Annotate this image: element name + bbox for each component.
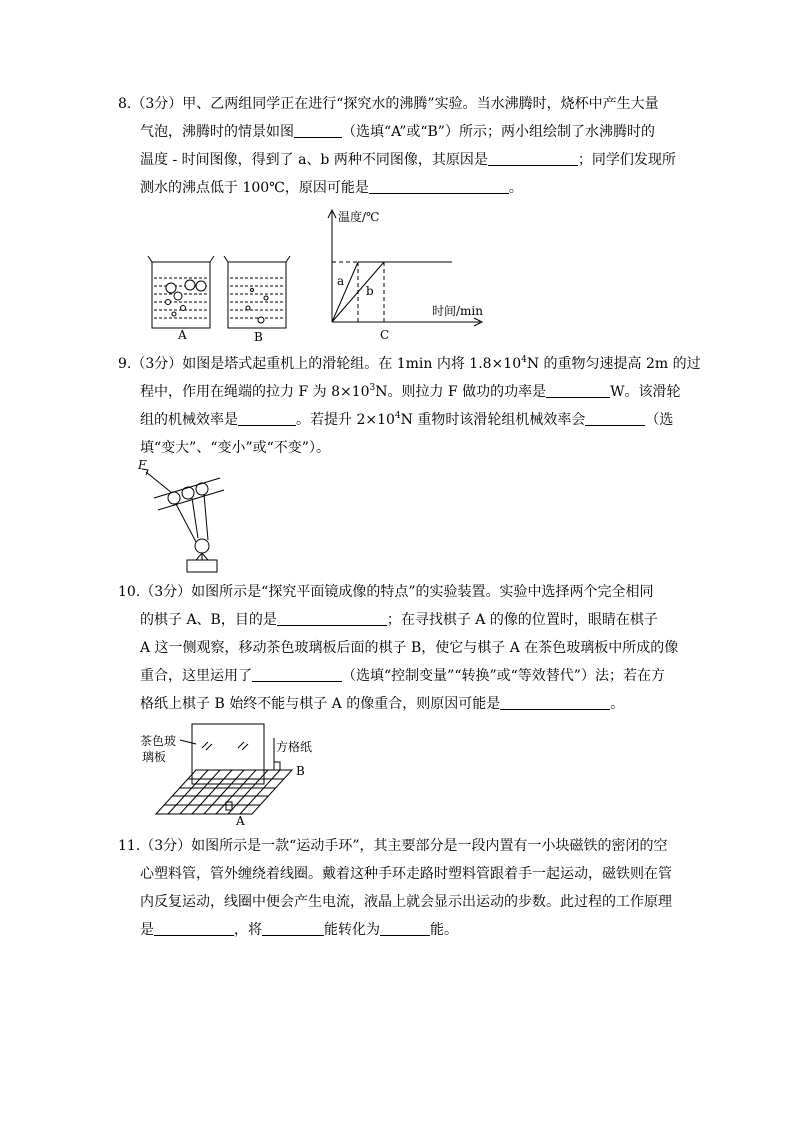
- q9-line-4: 填“变大”、“变小”或“不变”）。: [140, 440, 330, 456]
- q11-line-2: 心塑料管，管外缠绕着线圈。戴着这种手环走路时塑料管跟着手一起运动，磁铁则在管: [140, 866, 672, 882]
- q9-line-1: 9.（3分）如图是塔式起重机上的滑轮组。在 1min 内将 $1.8\times 10^4N$ 的重物匀速提高 2m 的过: [118, 355, 701, 372]
- beaker-b-label: B: [254, 330, 263, 344]
- q8-beaker-figure: [138, 248, 298, 346]
- answer-blank[interactable]: [154, 919, 234, 936]
- q8-graph-figure: [322, 206, 492, 346]
- beaker-a-label: A: [178, 328, 187, 342]
- glass-label-1: 茶色玻: [140, 734, 177, 748]
- q8-line-3: 温度 - 时间图像，得到了 a、b 两种不同图像，其原因是 ；同学们发现所: [118, 146, 678, 174]
- q11-line-4: 是 ，将 能转化为 能。: [118, 916, 678, 944]
- q8-line-1: 8.（3分）甲、乙两组同学正在进行“探究水的沸腾”实验。当水沸腾时，烧杯中产生大量: [118, 96, 659, 112]
- q8-line-2: 气泡，沸腾时的情景如图 （选填“A”或“B”）所示；两小组绘制了水沸腾时的: [118, 118, 678, 146]
- q10-line-4: 重合，这里运用了 （选填“控制变量”“转换”或“等效替代”）法；若在方: [118, 662, 678, 690]
- answer-blank[interactable]: [546, 381, 610, 398]
- q9-pulley-figure: [136, 460, 236, 578]
- graph-line-a-label: a: [337, 274, 345, 288]
- answer-blank[interactable]: [238, 409, 296, 426]
- answer-blank[interactable]: [380, 919, 430, 936]
- answer-blank[interactable]: [277, 609, 387, 626]
- graph-tick-c-label: C: [380, 328, 390, 342]
- q8-line-4: 测水的沸点低于 100℃，原因可能是 。: [118, 174, 678, 202]
- question-8: [118, 90, 678, 202]
- force-label: F: [138, 458, 147, 472]
- answer-blank[interactable]: [488, 149, 578, 166]
- answer-blank[interactable]: [294, 121, 342, 138]
- grid-paper-label: 方格纸: [276, 740, 313, 754]
- piece-a-label: A: [236, 814, 245, 828]
- q10-line-5: 格纸上棋子 B 始终不能与棋子 A 的像重合，则原因可能是 。: [118, 690, 678, 718]
- answer-blank[interactable]: [369, 177, 509, 194]
- q10-line-3: A 这一侧观察，移动茶色玻璃板后面的棋子 B，使它与棋子 A 在茶色玻璃板中所成的像: [140, 640, 679, 656]
- answer-blank[interactable]: [585, 409, 645, 426]
- q9-line-3: 组的机械效率是 。若提升 $2\times 10^4N$ 重物时该滑轮组机械效率会 （选: [140, 411, 674, 428]
- answer-blank[interactable]: [262, 919, 324, 936]
- q11-line-3: 内反复运动，线圈中便会产生电流，液晶上就会显示出运动的步数。此过程的工作原理: [140, 894, 672, 910]
- graph-xlabel: 时间/min: [432, 304, 483, 318]
- answer-blank[interactable]: [252, 665, 342, 682]
- piece-b-label: B: [296, 764, 305, 778]
- graph-ylabel: 温度/℃: [338, 210, 380, 224]
- q9-line-2: 程中，作用在绳端的拉力 F 为 $8\times 10^3N$。则拉力 F 做功的功率是 W。该滑轮: [140, 383, 681, 400]
- glass-label-2: 璃板: [142, 750, 167, 764]
- graph-line-b-label: b: [366, 284, 374, 298]
- q11-line-1: 11.（3分）如图所示是一款“运动手环”，其主要部分是一段内置有一小块磁铁的密闭的空: [118, 838, 668, 854]
- q10-line-2: 的棋子 A、B，目的是 ；在寻找棋子 A 的像的位置时，眼睛在棋子: [118, 606, 678, 634]
- question-10: [118, 578, 678, 718]
- question-9: [118, 350, 701, 462]
- q10-mirror-figure: [140, 718, 320, 828]
- answer-blank[interactable]: [500, 693, 610, 710]
- q10-line-1: 10.（3分）如图所示是“探究平面镜成像的特点”的实验装置。实验中选择两个完全相同: [118, 584, 654, 600]
- question-11: [118, 832, 678, 944]
